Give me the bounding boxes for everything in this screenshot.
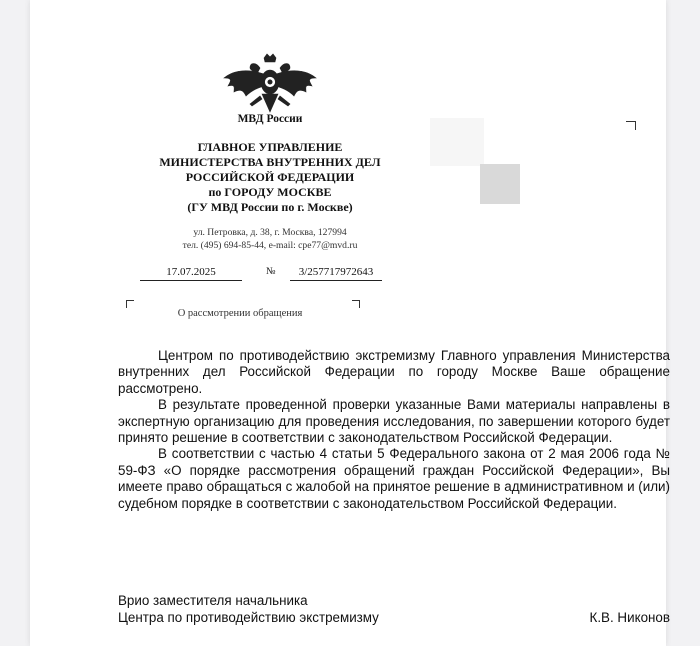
letter-subject: О рассмотрении обращения — [177, 308, 303, 319]
org-line: (ГУ МВД России по г. Москве) — [187, 200, 353, 214]
org-contacts: тел. (495) 694-85-44, e-mail: cpe77@mvd.ru — [182, 240, 358, 251]
body-paragraph: Центром по противодействию экстремизму Главного управления Министерства внутренних дел Российской Федерации по городу Москве Ваше обращение рассмотрено. — [118, 348, 670, 396]
org-line: МИНИСТЕРСТВА ВНУТРЕННИХ ДЕЛ — [159, 155, 381, 169]
registration-number-label: № — [266, 266, 276, 277]
body-paragraph: В соответствии с частью 4 статьи 5 Федерального закона от 2 мая 2006 года № 59-ФЗ «О порядке рассмотрения обращений граждан Российской Федерации», Вы имеете право обращаться с жалобой на принятое решение в административном и (или) судебном порядке в соответствии с законодательством Российской Федерации. — [118, 446, 670, 511]
signer-position-line1: Врио заместителя начальника — [118, 593, 308, 608]
org-address: ул. Петровка, д. 38, г. Москва, 127994 — [193, 227, 347, 238]
redacted-recipient-area — [430, 118, 484, 166]
body-paragraph: В результате проведенной проверки указанные Вами материалы направлены в экспертную организацию для проведения исследования, по завершении которого будет принято решение в соответствии с законодательством Российской Федерации. — [118, 397, 670, 446]
registration-number: 3/257717972643 — [290, 264, 382, 281]
letter-body — [118, 348, 670, 512]
recipient-corner-right — [626, 121, 636, 130]
redacted-recipient-block — [480, 164, 520, 204]
double-headed-eagle-icon — [220, 52, 320, 118]
org-line: по ГОРОДУ МОСКВЕ — [208, 185, 332, 199]
subject-corner-left — [126, 300, 134, 308]
letter-page — [30, 0, 670, 646]
registration-date: 17.07.2025 — [140, 264, 242, 281]
subject-corner-right — [352, 300, 360, 308]
signature-block — [118, 592, 670, 626]
organization-name — [150, 140, 390, 215]
signer-name: К.В. Никонов — [589, 610, 670, 625]
org-line: ГЛАВНОЕ УПРАВЛЕНИЕ — [197, 140, 343, 154]
org-line: РОССИЙСКОЙ ФЕДЕРАЦИИ — [185, 170, 355, 184]
org-address-block — [150, 226, 390, 252]
signer-position-line2: Центра по противодействию экстремизму — [118, 610, 379, 625]
agency-short-name: МВД России — [237, 113, 303, 125]
